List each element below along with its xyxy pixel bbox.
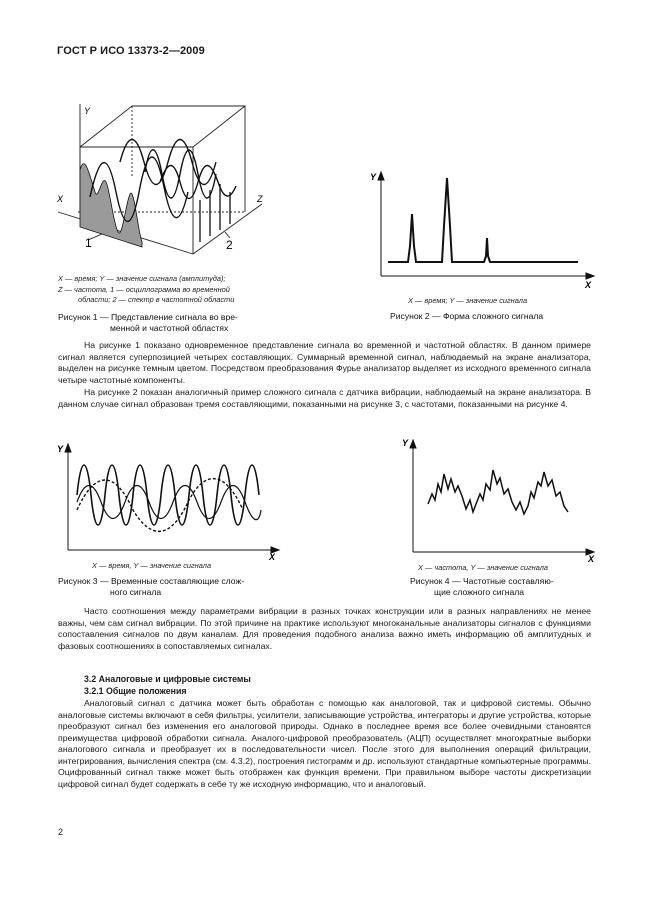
figure2-legend: X — время; Y — значение сигнала (408, 296, 528, 305)
label-2: 2 (226, 238, 233, 252)
complex-signal-line (388, 178, 578, 262)
page-number: 2 (58, 827, 64, 837)
label-1: 1 (85, 236, 92, 250)
axis-x-label: X (269, 552, 276, 562)
figure4-plot (400, 434, 600, 564)
paragraph-3: Часто соотношения между параметрами вибрации в разных точках конструкции или в разных направлениях не менее важны, чем сам сигнал вибрации. По этой причине на практике используют многоканальные анализаторы сигналов с функциями сопоставления сигналов по двум каналам. Для проведения подобного анализа важно иметь информацию об амплитудных и фазовых соотношениях в сопоставляемых сигналах. (58, 606, 591, 651)
paragraph-4: Аналоговый сигнал с датчика может быть обработан с помощью как аналоговой, так и цифровой системы. Обычно аналоговые системы включают в себя фильтры, усилители, записывающие устройства, интеграторы и другие устройства, которые преобразуют сигнал без изменения его аналоговой природы. Однако в последнее время все более очевидными становятся преимущества цифровой обработки сигнала. Аналого-цифровой преобразователь (АЦП) осуществляет многократные выборки аналогового сигнала и преобразует их в последовательности чисел. После этого для выполнения операций фильтрации, интегрирования, вычисления спектра (см. 4.3.2), построения гистограмм и др. используют стандартные компьютерные программы. Оцифрованный сигнал также может быть отображен как функция времени. При правильном выборе частоты дискретизации цифровой сигнал будет содержать в себе ту же исходную информацию, что и аналоговый. (58, 698, 591, 789)
section-heading-3-2: 3.2 Аналоговые и цифровые системы (84, 674, 251, 684)
figure4-caption: Рисунок 4 — Частотные составляю- щие сложного сигнала (410, 576, 554, 597)
axis-y-label: Y (370, 172, 377, 182)
figure2-plot (368, 166, 600, 291)
component-wave-1 (77, 465, 259, 525)
figure1-diagram (50, 82, 280, 262)
paragraph-1: На рисунке 1 показано одновременное представление сигнала во временной и частотной областях. В данном примере сигнал является суперпозицией четырех составляющих. Суммарный временной сигнал, наблюдаемый на экране анализатора, выделен на рисунке темным цветом. Посредством преобразования Фурье анализатор выделяет из исходного временного сигнала четыре частотные компоненты. (58, 340, 591, 385)
figure4-legend: X — частота, Y — значение сигнала (418, 563, 549, 572)
axis-y-label: Y (84, 106, 91, 116)
figure2-caption: Рисунок 2 — Форма сложного сигнала (390, 311, 544, 321)
axis-y-label: Y (57, 444, 64, 454)
axis-z-label: Z (257, 194, 263, 204)
paragraph-2: На рисунке 2 показан аналогичный пример сложного сигнала с датчика вибрации, наблюдаемый на экране анализатора. В данном случае сигнал образован тремя составляющими, показанными на рисунке 3, с частотами, показанными на рисунке 4. (58, 387, 591, 409)
section-heading-3-2-1: 3.2.1 Общие положения (84, 686, 187, 696)
axis-x-label: X (585, 280, 592, 290)
figure3-caption: Рисунок 3 — Временные составляющие слож- ного сигнала (58, 576, 245, 597)
figure3-legend: X — время, Y — значение сигнала (92, 561, 212, 570)
time-signal-shape (80, 164, 142, 247)
figure3-plot (55, 440, 285, 562)
axis-x-label: X (57, 194, 64, 204)
figure1-caption: Рисунок 1 — Представление сигнала во вре- менной и частотной областях (58, 312, 238, 333)
axis-x-label: X (588, 554, 595, 564)
frequency-signal-line (428, 470, 568, 514)
document-header: ГОСТ Р ИСО 13373-2—2009 (57, 45, 205, 57)
figure1-legend: X — время; Y — значение сигнала (амплитуда); Z — частота, 1 — осциллограмма во временной области; 2 — спектр в частотной области (58, 274, 235, 304)
axis-y-label: Y (402, 438, 409, 448)
